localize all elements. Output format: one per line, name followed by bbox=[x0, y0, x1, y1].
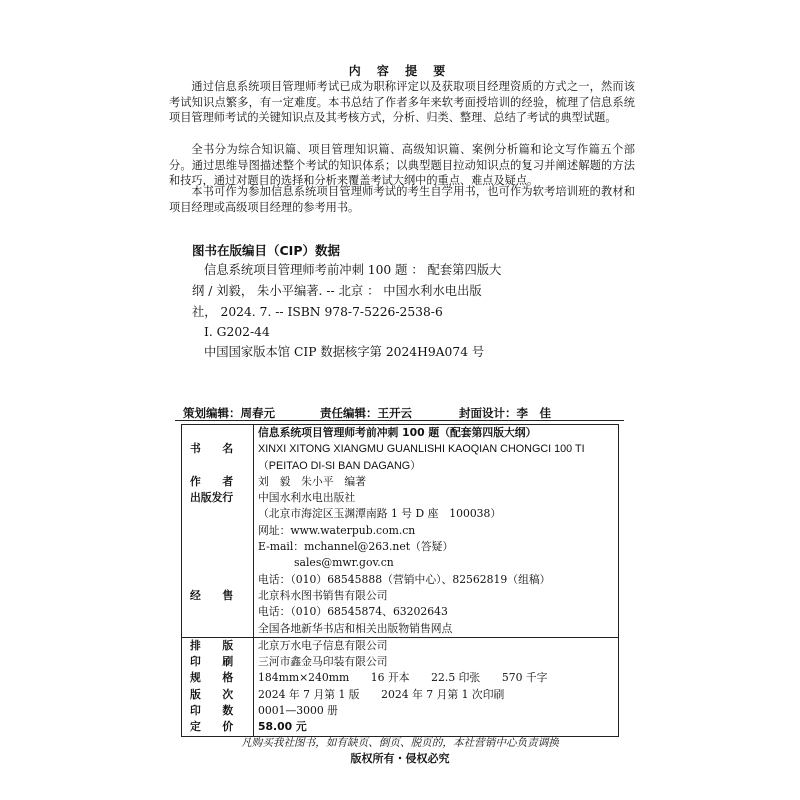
distributor-value: 北京科水图书销售有限公司 bbox=[258, 588, 388, 602]
table-row bbox=[182, 637, 619, 736]
responsible-editor: 责任编辑：王开云 bbox=[320, 406, 412, 420]
cover-designer: 封面设计：李 佳 bbox=[459, 406, 551, 420]
summary-title: 内 容 提 要 bbox=[348, 64, 452, 78]
book-title: 信息系统项目管理师考前冲刺 100 题（配套第四版大纲） bbox=[258, 426, 537, 439]
editors-divider bbox=[175, 420, 624, 421]
label-distributor: 经 售 bbox=[190, 588, 234, 602]
printing-value: 三河市鑫金马印装有限公司 bbox=[258, 655, 388, 669]
edition-value: 2024 年 7 月第 1 版 2024 年 7 月第 1 次印刷 bbox=[258, 687, 505, 701]
cip-line-3: 社， 2024. 7. -- ISBN 978-7-5226-2538-6 bbox=[192, 305, 443, 319]
distributor-outlets: 全国各地新华书店和相关出版物销售网点 bbox=[258, 621, 453, 635]
typesetting-value: 北京万水电子信息有限公司 bbox=[258, 638, 388, 652]
planning-editor: 策划编辑：周春元 bbox=[183, 406, 275, 420]
value-column bbox=[254, 425, 619, 638]
distributor-phone: 电话：（010）68545874、63202643 bbox=[258, 605, 448, 619]
label-edition: 版 次 bbox=[190, 687, 234, 701]
label-printing: 印 刷 bbox=[190, 655, 234, 669]
publisher-email: E-mail：mchannel@263.net（答疑） bbox=[258, 540, 454, 554]
copyright-notice: 版权所有・侵权必究 bbox=[350, 752, 450, 765]
print-run-value: 0001—3000 册 bbox=[258, 704, 338, 718]
publisher-phone: 电话：（010）68545888（营销中心）、82562819（组稿） bbox=[258, 572, 551, 586]
cip-title: 图书在版编目（CIP）数据 bbox=[192, 243, 340, 258]
spec-value: 184mm×240mm 16 开本 22.5 印张 570 千字 bbox=[258, 671, 548, 685]
label-print-run: 印 数 bbox=[190, 704, 234, 718]
label-price: 定 价 bbox=[190, 720, 234, 734]
label-spec: 规 格 bbox=[190, 671, 234, 685]
label-author: 作 者 bbox=[190, 474, 234, 488]
publication-info-table bbox=[181, 424, 619, 737]
label-publisher: 出版发行 bbox=[190, 491, 234, 505]
summary-paragraph-1: 通过信息系统项目管理师考试已成为职称评定以及获取项目经理资质的方式之一，然而该考试知识点繁多，有一定难度。本书总结了作者多年来软考面授培训的经验，梳理了信息系统项目管理师考试的关键知识点及其考核方式，分析、归类、整理、总结了考试的典型试题。 bbox=[169, 80, 635, 125]
publisher-value: 中国水利水电出版社 bbox=[258, 491, 356, 505]
label-book-name: 书 名 bbox=[190, 442, 234, 456]
book-title-pinyin: XINXI XITONG XIANGMU GUANLISHI KAOQIAN CHONGCI 100 TI bbox=[258, 443, 585, 456]
summary-paragraph-3: 本书可作为参加信息系统项目管理师考试的考生自学用书，也可作为软考培训班的教材和项目经理或高级项目经理的参考用书。 bbox=[169, 185, 635, 214]
summary-paragraph-2: 全书分为综合知识篇、项目管理知识篇、高级知识篇、案例分析篇和论文写作篇五个部分。通过思维导图描述整个考试的知识体系；以典型题目拉动知识点的复习并阐述解题的方法和技巧，通过对题目的选择和分析来覆盖考试大纲中的重点、难点及疑点。 bbox=[169, 143, 635, 188]
label-column bbox=[182, 637, 254, 736]
cip-line-1: 信息系统项目管理师考前冲刺 100 题 ： 配套第四版大 bbox=[204, 263, 502, 277]
price-value: 58.00 元 bbox=[258, 720, 307, 734]
publisher-website: 网址：www.waterpub.com.cn bbox=[258, 523, 416, 537]
book-title-pinyin-sub: （PEITAO DI-SI BAN DAGANG） bbox=[258, 459, 421, 472]
cip-line-5: 中国国家版本馆 CIP 数据核字第 2024H9A074 号 bbox=[204, 345, 485, 359]
publisher-address: （北京市海淀区玉渊潭南路 1 号 D 座 100038） bbox=[258, 507, 502, 521]
cip-line-2: 纲 / 刘毅， 朱小平编著. -- 北京 ： 中国水利水电出版 bbox=[192, 284, 482, 298]
publisher-email-sales: sales@mwr.gov.cn bbox=[294, 556, 394, 570]
replacement-notice: 凡购买我社图书，如有缺页、倒页、脱页的，本社营销中心负责调换 bbox=[241, 737, 559, 749]
cip-line-4: Ⅰ. G202-44 bbox=[204, 325, 270, 339]
value-column bbox=[254, 637, 619, 736]
label-column bbox=[182, 425, 254, 638]
table-row bbox=[182, 425, 619, 638]
label-typesetting: 排 版 bbox=[190, 638, 234, 652]
author-value: 刘 毅 朱小平 编著 bbox=[258, 474, 366, 488]
